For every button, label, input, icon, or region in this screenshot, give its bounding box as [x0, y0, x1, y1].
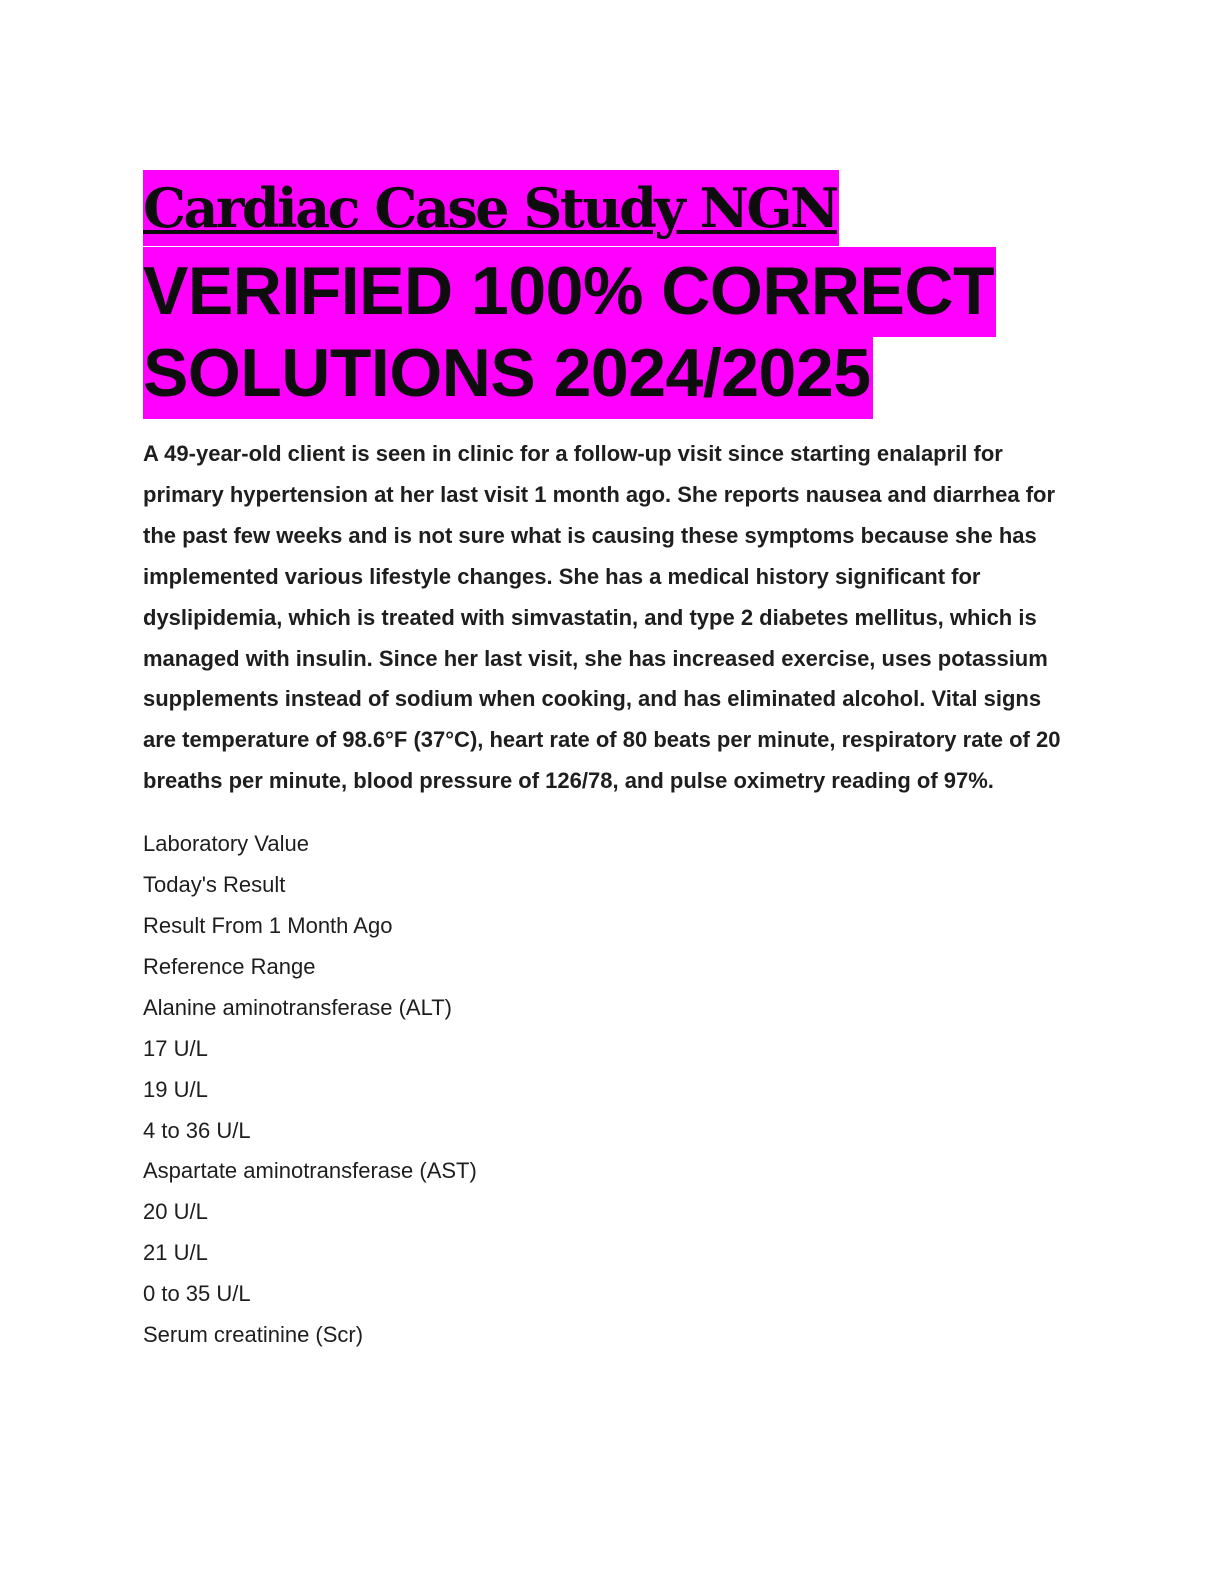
title-line-2 — [143, 250, 1083, 332]
lab-line: 0 to 35 U/L — [143, 1281, 251, 1307]
lab-line: Laboratory Value — [143, 831, 309, 857]
document-title — [143, 166, 1083, 414]
lab-line: Today's Result — [143, 872, 286, 898]
title-line-1-text: Cardiac Case Study NGN — [143, 170, 839, 246]
lab-line: 19 U/L — [143, 1076, 208, 1102]
title-line-1 — [143, 166, 1083, 250]
title-line-3 — [143, 332, 1083, 414]
lab-line: Reference Range — [143, 953, 316, 979]
lab-line: Aspartate aminotransferase (AST) — [143, 1158, 477, 1184]
lab-line: 21 U/L — [143, 1240, 208, 1266]
title-line-2-text: VERIFIED 100% CORRECT — [143, 247, 996, 337]
lab-line: Serum creatinine (Scr) — [143, 1322, 364, 1348]
lab-line: Alanine aminotransferase (ALT) — [143, 994, 452, 1020]
lab-line: 20 U/L — [143, 1199, 208, 1225]
lab-line: Result From 1 Month Ago — [143, 912, 393, 938]
lab-line: 4 to 36 U/L — [143, 1117, 251, 1143]
lab-line: 17 U/L — [143, 1035, 208, 1061]
document-page — [143, 166, 1083, 1356]
title-line-3-text: SOLUTIONS 2024/2025 — [143, 329, 873, 419]
case-intro-paragraph: A 49-year-old client is seen in clinic for a follow-up visit since starting enalapril for primary hypertension at her last visit 1 month ago. She reports nausea and diarrhea for the past few weeks and is not sure what is causing these symptoms because she has implemented various lifestyle changes. She has a medical history significant for dyslipidemia, which is treated with simvastatin, and type 2 diabetes mellitus, which is managed with insulin. Since her last visit, she has increased exercise, uses potassium supplements instead of sodium when cooking, and has eliminated alcohol. Vital signs are temperature of 98.6°F (37°C), heart rate of 80 beats per minute, respiratory rate of 20 breaths per minute, blood pressure of 126/78, and pulse oximetry reading of 97%. — [143, 441, 1061, 794]
lab-values-list — [143, 824, 1083, 1356]
